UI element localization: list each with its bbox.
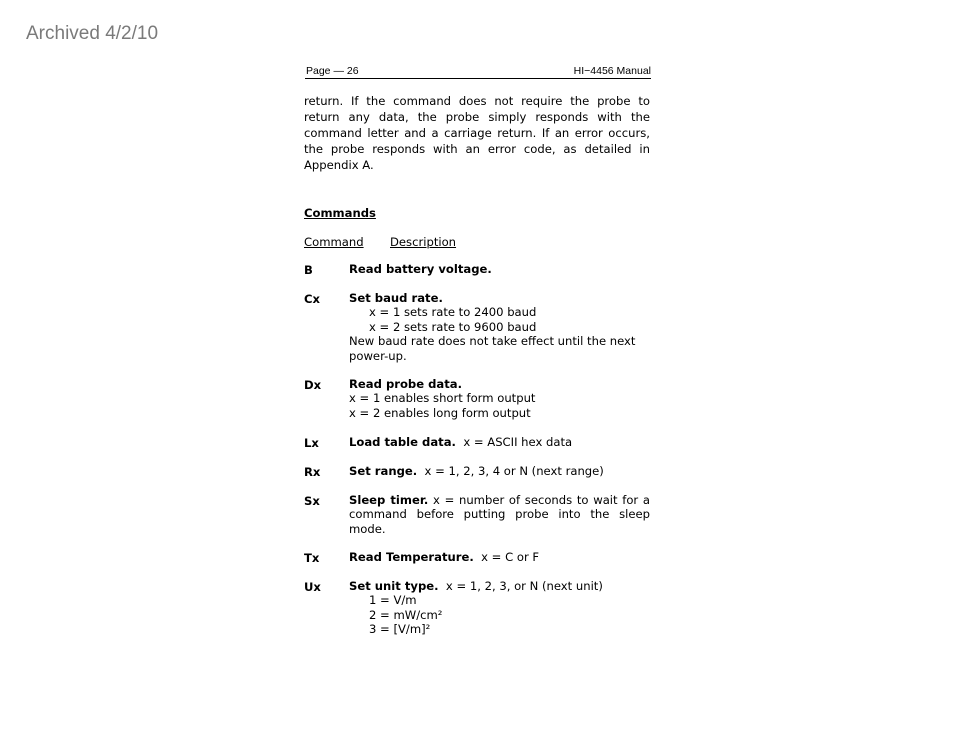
command-title: Read probe data. bbox=[349, 377, 463, 391]
command-detail: x = C or F bbox=[473, 550, 540, 564]
column-header-command: Command bbox=[304, 235, 364, 249]
command-description bbox=[349, 262, 650, 276]
command-description bbox=[349, 291, 650, 363]
command-title: Set unit type. bbox=[349, 579, 439, 593]
command-note: New baud rate does not take effect until the next power-up. bbox=[349, 334, 636, 363]
command-detail: x = number of seconds to wait for a command before putting probe into the sleep mode. bbox=[349, 493, 650, 536]
command-title: Read Temperature. bbox=[349, 550, 474, 564]
command-description bbox=[349, 377, 650, 420]
page-header bbox=[305, 65, 651, 79]
option-line: x = 2 enables long form output bbox=[349, 405, 531, 420]
command-code: Sx bbox=[304, 494, 320, 508]
unit-line: 1 = V/m bbox=[369, 593, 417, 608]
command-description bbox=[349, 464, 650, 478]
command-code: Lx bbox=[304, 436, 319, 450]
intro-paragraph: return. If the command does not require the probe to return any data, the probe simply responds with the command letter and a carriage return. If an error occurs, the probe responds with an error code, as detailed in Appendix A. bbox=[304, 94, 650, 172]
command-description bbox=[349, 579, 650, 637]
option-line: x = 1 sets rate to 2400 baud bbox=[369, 305, 537, 320]
archived-stamp: Archived 4/2/10 bbox=[26, 23, 159, 44]
column-headers bbox=[304, 234, 650, 250]
unit-line: 3 = [V/m]² bbox=[369, 622, 431, 637]
command-detail: x = 1, 2, 3, 4 or N (next range) bbox=[417, 464, 604, 478]
unit-line: 2 = mW/cm² bbox=[369, 607, 443, 622]
command-description bbox=[349, 493, 650, 536]
command-title: Set baud rate. bbox=[349, 291, 443, 305]
command-code: Rx bbox=[304, 465, 321, 479]
command-detail: x = ASCII hex data bbox=[455, 435, 573, 449]
page-content bbox=[304, 93, 650, 637]
command-code: Cx bbox=[304, 292, 320, 306]
column-header-description: Description bbox=[390, 235, 457, 249]
option-line: x = 2 sets rate to 9600 baud bbox=[369, 319, 537, 334]
command-title: Set range. bbox=[349, 464, 418, 478]
command-title: Load table data. bbox=[349, 435, 456, 449]
option-line: x = 1 enables short form output bbox=[349, 391, 536, 406]
command-detail: x = 1, 2, 3, or N (next unit) bbox=[438, 579, 603, 593]
command-description bbox=[349, 550, 650, 564]
command-code: Tx bbox=[304, 551, 320, 565]
section-title: Commands bbox=[304, 206, 376, 220]
command-code: B bbox=[304, 263, 313, 277]
command-code: Dx bbox=[304, 378, 322, 392]
command-title: Read battery voltage. bbox=[349, 262, 492, 276]
manual-title: HI−4456 Manual bbox=[573, 65, 651, 77]
command-description bbox=[349, 435, 650, 449]
command-title: Sleep timer. bbox=[349, 493, 429, 507]
command-code: Ux bbox=[304, 580, 321, 594]
page-number: Page — 26 bbox=[306, 65, 359, 77]
